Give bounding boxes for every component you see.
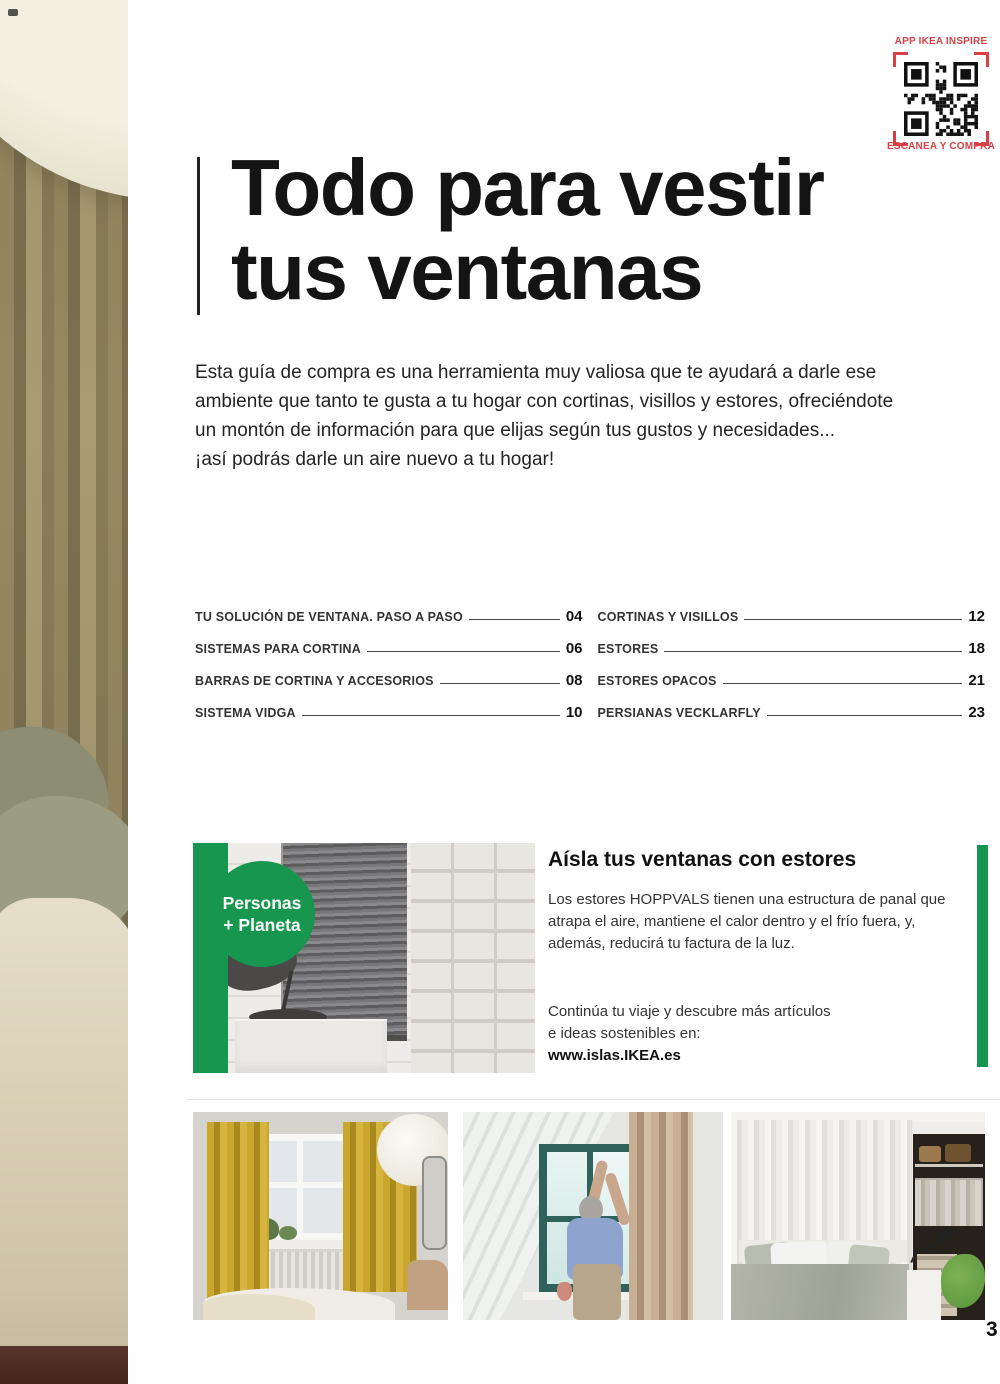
toc-leader-line xyxy=(367,651,560,652)
beige-curtain xyxy=(629,1112,693,1320)
person-apron xyxy=(573,1264,621,1320)
page-number: 3 xyxy=(986,1318,998,1341)
qr-top-label: APP IKEA INSPIRE xyxy=(894,36,988,47)
badge-line1: Personas xyxy=(222,893,302,913)
section-divider xyxy=(186,1099,1000,1100)
toc-entry xyxy=(598,627,986,659)
hanging-clothes xyxy=(915,1180,983,1226)
feature-body-line: Los estores HOPPVALS tienen una estructura de panal que xyxy=(548,891,946,908)
personas-planeta-badge xyxy=(209,861,315,967)
bed-duvet xyxy=(731,1264,909,1320)
toc-entry-label: CORTINAS Y VISILLOS xyxy=(597,610,739,624)
qr-code-icon xyxy=(893,52,989,146)
left-curtain-photo xyxy=(0,0,128,1384)
toc-entry xyxy=(195,627,583,659)
toc-entry-page: 08 xyxy=(565,672,583,689)
qr-bottom-label: ESCANEA Y COMPRA xyxy=(886,141,996,152)
badge-line2: + Planeta xyxy=(223,915,301,935)
sustainability-feature-section xyxy=(193,843,988,1073)
toc-entry-page: 21 xyxy=(968,672,985,689)
yellow-curtain-left xyxy=(207,1122,269,1310)
storage-bag xyxy=(919,1146,941,1162)
title-accent-bar xyxy=(197,157,200,315)
feature-footer-line1: Continúa tu viaje y descubre más artículos xyxy=(548,1003,831,1020)
feature-body-line: además, reducirá tu factura de la luz. xyxy=(548,935,795,952)
toc-entry xyxy=(195,659,583,691)
toc-entry-label: SISTEMA VIDGA xyxy=(195,706,296,720)
toc-leader-line xyxy=(723,683,963,684)
toc-leader-line xyxy=(744,619,962,620)
feature-footer xyxy=(548,1001,831,1067)
toc-entry xyxy=(598,595,986,627)
toc-leader-line xyxy=(302,715,560,716)
feature-text-block xyxy=(548,848,958,955)
toc-entry-page: 12 xyxy=(968,608,985,625)
toc-entry xyxy=(195,595,583,627)
intro-line: ambiente que tanto te gusta a tu hogar con cortinas, visillos y estores, ofreciéndote xyxy=(195,391,894,412)
toc-entry-label: BARRAS DE CORTINA Y ACCESORIOS xyxy=(195,674,434,688)
photo-artifact xyxy=(8,9,18,16)
toc-leader-line xyxy=(469,619,560,620)
page-title-line2: tus ventanas xyxy=(231,227,703,316)
intro-line: ¡así podrás darle un aire nuevo a tu hogar! xyxy=(195,449,555,470)
toc-entry-label: PERSIANAS VECKLARFLY xyxy=(597,706,761,720)
photo-curtain-room-divider xyxy=(731,1112,985,1320)
website-link[interactable]: www.islas.IKEA.es xyxy=(548,1047,681,1064)
toc-entry-label: ESTORES xyxy=(597,642,659,656)
toc-entry-page: 23 xyxy=(968,704,985,721)
feature-footer-prefix: e ideas sostenibles en: xyxy=(548,1025,701,1042)
toc-entry-label: SISTEMAS PARA CORTINA xyxy=(195,642,362,656)
potted-plant xyxy=(279,1226,297,1240)
page-title xyxy=(231,143,824,316)
toc-entry xyxy=(195,691,583,723)
toc-entry-label: ESTORES OPACOS xyxy=(597,674,717,688)
bed-duvet xyxy=(0,898,128,1368)
toc-entry-page: 04 xyxy=(565,608,583,625)
vase xyxy=(557,1282,572,1301)
chair xyxy=(407,1260,448,1310)
toc-column-right xyxy=(598,595,986,723)
toc-leader-line xyxy=(440,683,560,684)
intro-line: Esta guía de compra es una herramienta muy valiosa que te ayudará a darle ese xyxy=(195,362,877,383)
intro-paragraph xyxy=(195,358,893,474)
table-of-contents xyxy=(195,595,985,723)
green-accent-bar-right xyxy=(977,845,988,1067)
feature-body-line: atrapa el aire, mantiene el calor dentro y el frío fuera, y, xyxy=(548,913,916,930)
storage-bag xyxy=(945,1144,971,1162)
toc-column-left xyxy=(195,595,583,723)
floor xyxy=(0,1346,128,1384)
toc-entry xyxy=(598,659,986,691)
nightstand xyxy=(907,1270,941,1320)
toc-leader-line xyxy=(767,715,963,716)
wall-mirror xyxy=(422,1156,447,1250)
page-title-line1: Todo para vestir xyxy=(231,143,824,232)
toc-entry-label: TU SOLUCIÓN DE VENTANA. PASO A PASO xyxy=(195,610,463,624)
toc-leader-line xyxy=(664,651,962,652)
feature-heading: Aísla tus ventanas con estores xyxy=(548,848,857,871)
toc-entry-page: 06 xyxy=(565,640,583,657)
toc-entry-page: 10 xyxy=(565,704,583,721)
hoppvals-blind-photo xyxy=(193,843,535,1073)
photo-hanging-curtains-attic xyxy=(463,1112,723,1320)
wardrobe-shelf xyxy=(915,1164,983,1167)
feature-body xyxy=(548,889,958,955)
photo-yellow-curtains-bedroom xyxy=(193,1112,448,1320)
toc-entry xyxy=(598,691,986,723)
toc-entry-page: 18 xyxy=(968,640,985,657)
feature-footer-line2 xyxy=(548,1023,831,1067)
brick-wall xyxy=(411,843,535,1073)
cabinet xyxy=(235,1019,387,1073)
intro-line: un montón de información para que elijas según tus gustos y necesidades... xyxy=(195,420,836,441)
